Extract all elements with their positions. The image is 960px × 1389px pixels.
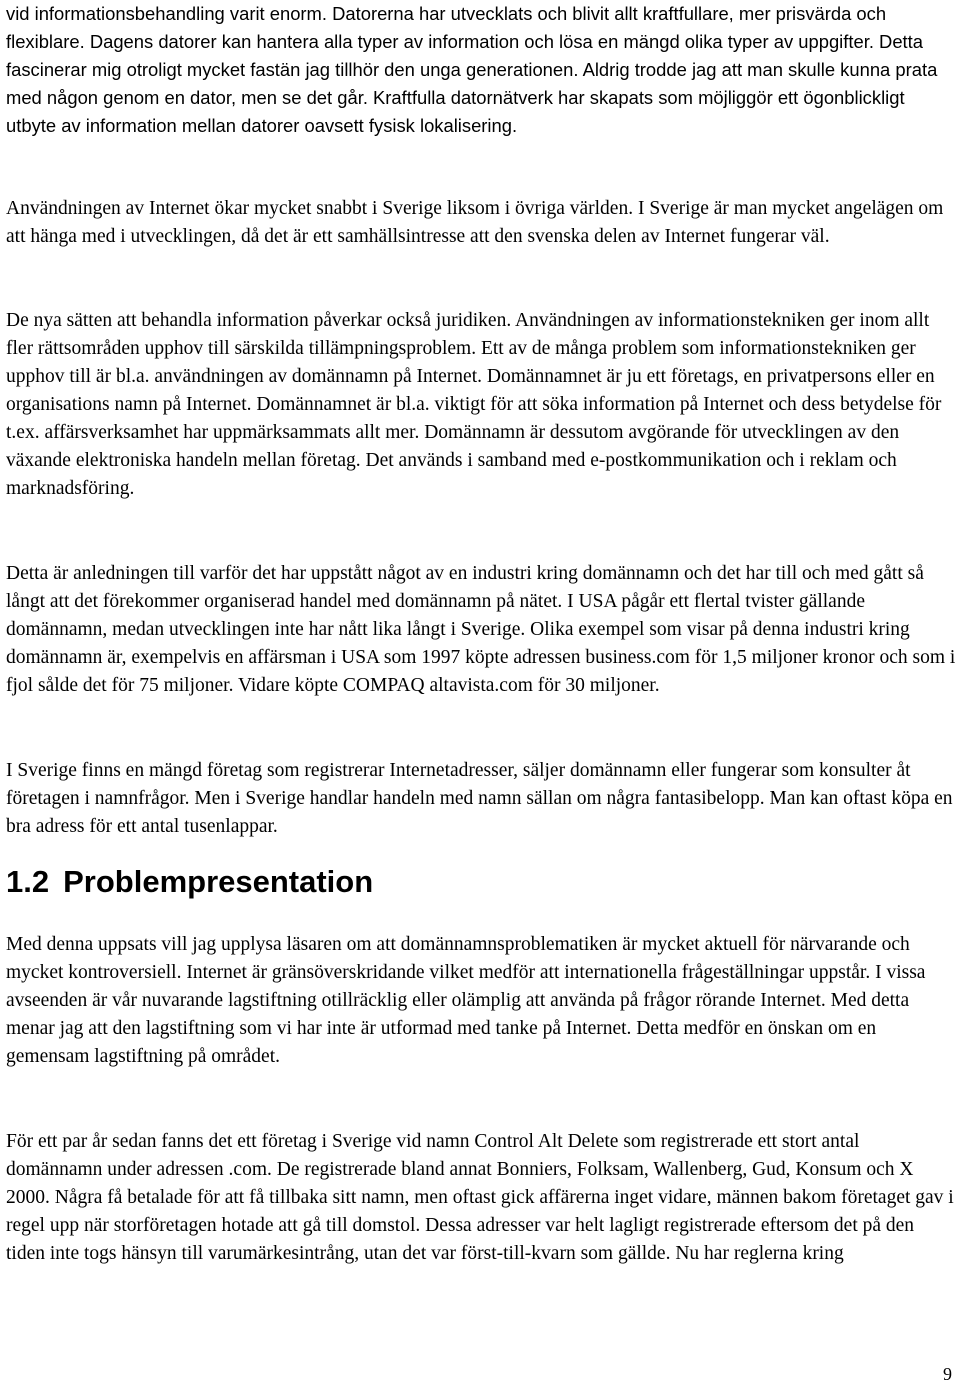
intro-text: vid informationsbehandling varit enorm. Datorerna har utvecklats och blivit allt kraftfullare, mer prisvärda och flexiblare. Dagens datorer kan hantera alla typer av information och lösa en mängd olika typer av uppgifter. Detta fascinerar mig otroligt mycket fastän jag tillhör den unga generationen. Aldrig trodde jag att man skulle kunna prata med någon genom en dator, men se det går. Kraftfulla datornätverk har skapats som möjliggör ett ögonblickligt utbyte av information mellan datorer oavsett fysisk lokalisering. (6, 3, 938, 136)
section-title: Problempresentation (63, 864, 374, 899)
problem-text-2: För ett par år sedan fanns det ett företag i Sverige vid namn Control Alt Delete som registrerade ett stort antal domännamn under adressen .com. De registrerade bland annat Bonniers, Folksam, Wallenberg, Gud, Konsum och X 2000. Några få betalade för att få tillbaka sitt namn, men oftast gick affärerna inget vidare, männen bakom företaget gav i regel upp när storföretagen hotade att gå till domstol. Dessa adresser var helt lagligt registrerade eftersom det på den tiden inte togs hänsyn till varumärkesintrång, utan det var först-till-kvarn som gällde. Nu har reglerna kring (6, 1131, 954, 1264)
section-number: 1.2 (6, 864, 50, 899)
legal-paragraph (6, 307, 956, 503)
internet-usage-text: Användningen av Internet ökar mycket snabbt i Sverige liksom i övriga världen. I Sverige är man mycket angelägen om att hänga med i utvecklingen, då det är ett samhällsintresse att den svenska delen av Internet fungerar väl. (6, 198, 944, 247)
internet-usage-paragraph (6, 195, 956, 251)
legal-text: De nya sätten att behandla information påverkar också juridiken. Användningen av informationstekniken ger inom allt fler rättsområden upphov till särskilda tillämpningsproblem. Ett av de många problem som informationstekniken ger upphov till är bl.a. användningen av domännamn på Internet. Domännamnet är ju ett företags, en privatpersons eller en organisations namn på Internet. Domännamnet är bl.a. viktigt för att söka information på Internet och dess betydelse för t.ex. affärsverksamhet har uppmärksammats allt mer. Domännamn är dessutom avgörande för utvecklingen av den växande elektroniska handeln mellan företag. Det används i samband med e-postkommunikation och i reklam och marknadsföring. (6, 310, 942, 499)
sweden-text: I Sverige finns en mängd företag som registrerar Internetadresser, säljer domännamn eller fungerar som konsulter åt företagen i namnfrågor. Men i Sverige handlar handeln med namn sällan om några fantasibelopp. Man kan oftast köpa en bra adress för ett antal tusenlappar. (6, 760, 953, 837)
industry-text: Detta är anledningen till varför det har uppstått något av en industri kring domännamn och det har till och med gått så långt att det förekommer organiserad handel med domännamn på nätet. I USA pågår ett flertal tvister gällande domännamn, medan utvecklingen inte har nått lika långt i Sverige. Olika exempel som visar på denna industri kring domännamn är, exempelvis en affärsman i USA som 1997 köpte adressen business.com för 1,5 miljoner kronor och som i fjol sålde det för 75 miljoner. Vidare köpte COMPAQ altavista.com för 30 miljoner. (6, 563, 956, 696)
sweden-paragraph (6, 757, 956, 841)
intro-paragraph (6, 0, 956, 140)
problem-paragraph-2 (6, 1128, 956, 1268)
page-number: 9 (943, 1364, 952, 1384)
section-heading (6, 862, 373, 902)
problem-text-1: Med denna uppsats vill jag upplysa läsaren om att domännamnsproblematiken är mycket aktuell för närvarande och mycket kontroversiell. Internet är gränsöverskridande vilket medför att internationella frågeställningar uppstår. I vissa avseenden är vår nuvarande lagstiftning otillräcklig eller olämplig att använda på frågor rörande Internet. Med detta menar jag att den lagstiftning som vi har inte är utformad med tanke på Internet. Detta medför en önskan om en gemensam lagstiftning på området. (6, 934, 926, 1067)
industry-paragraph (6, 560, 956, 700)
problem-paragraph-1 (6, 931, 956, 1071)
